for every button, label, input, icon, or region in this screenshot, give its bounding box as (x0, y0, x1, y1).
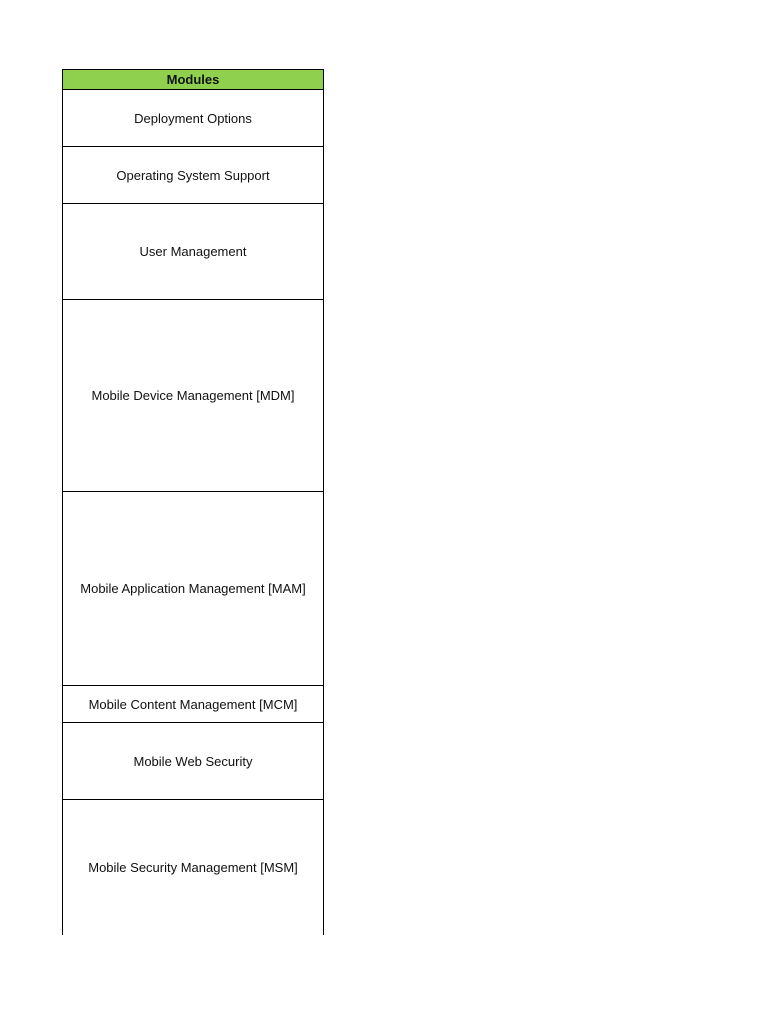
table-row (63, 492, 324, 686)
module-cell-mam[interactable]: Mobile Application Management [MAM] (63, 492, 324, 686)
table-row (63, 686, 324, 723)
modules-header-cell[interactable]: Modules (63, 70, 324, 90)
module-cell-mdm[interactable]: Mobile Device Management [MDM] (63, 300, 324, 492)
module-cell-msm[interactable]: Mobile Security Management [MSM] (63, 800, 324, 935)
modules-table (62, 69, 324, 935)
table-row (63, 800, 324, 935)
module-cell-deployment-options[interactable]: Deployment Options (63, 90, 324, 147)
module-cell-mobile-web-security[interactable]: Mobile Web Security (63, 723, 324, 800)
table-row (63, 147, 324, 204)
table-row (63, 300, 324, 492)
header-row (63, 70, 324, 90)
module-cell-operating-system-support[interactable]: Operating System Support (63, 147, 324, 204)
module-cell-user-management[interactable]: User Management (63, 204, 324, 300)
table-row (63, 723, 324, 800)
module-cell-mcm[interactable]: Mobile Content Management [MCM] (63, 686, 324, 723)
table-row (63, 90, 324, 147)
table-row (63, 204, 324, 300)
